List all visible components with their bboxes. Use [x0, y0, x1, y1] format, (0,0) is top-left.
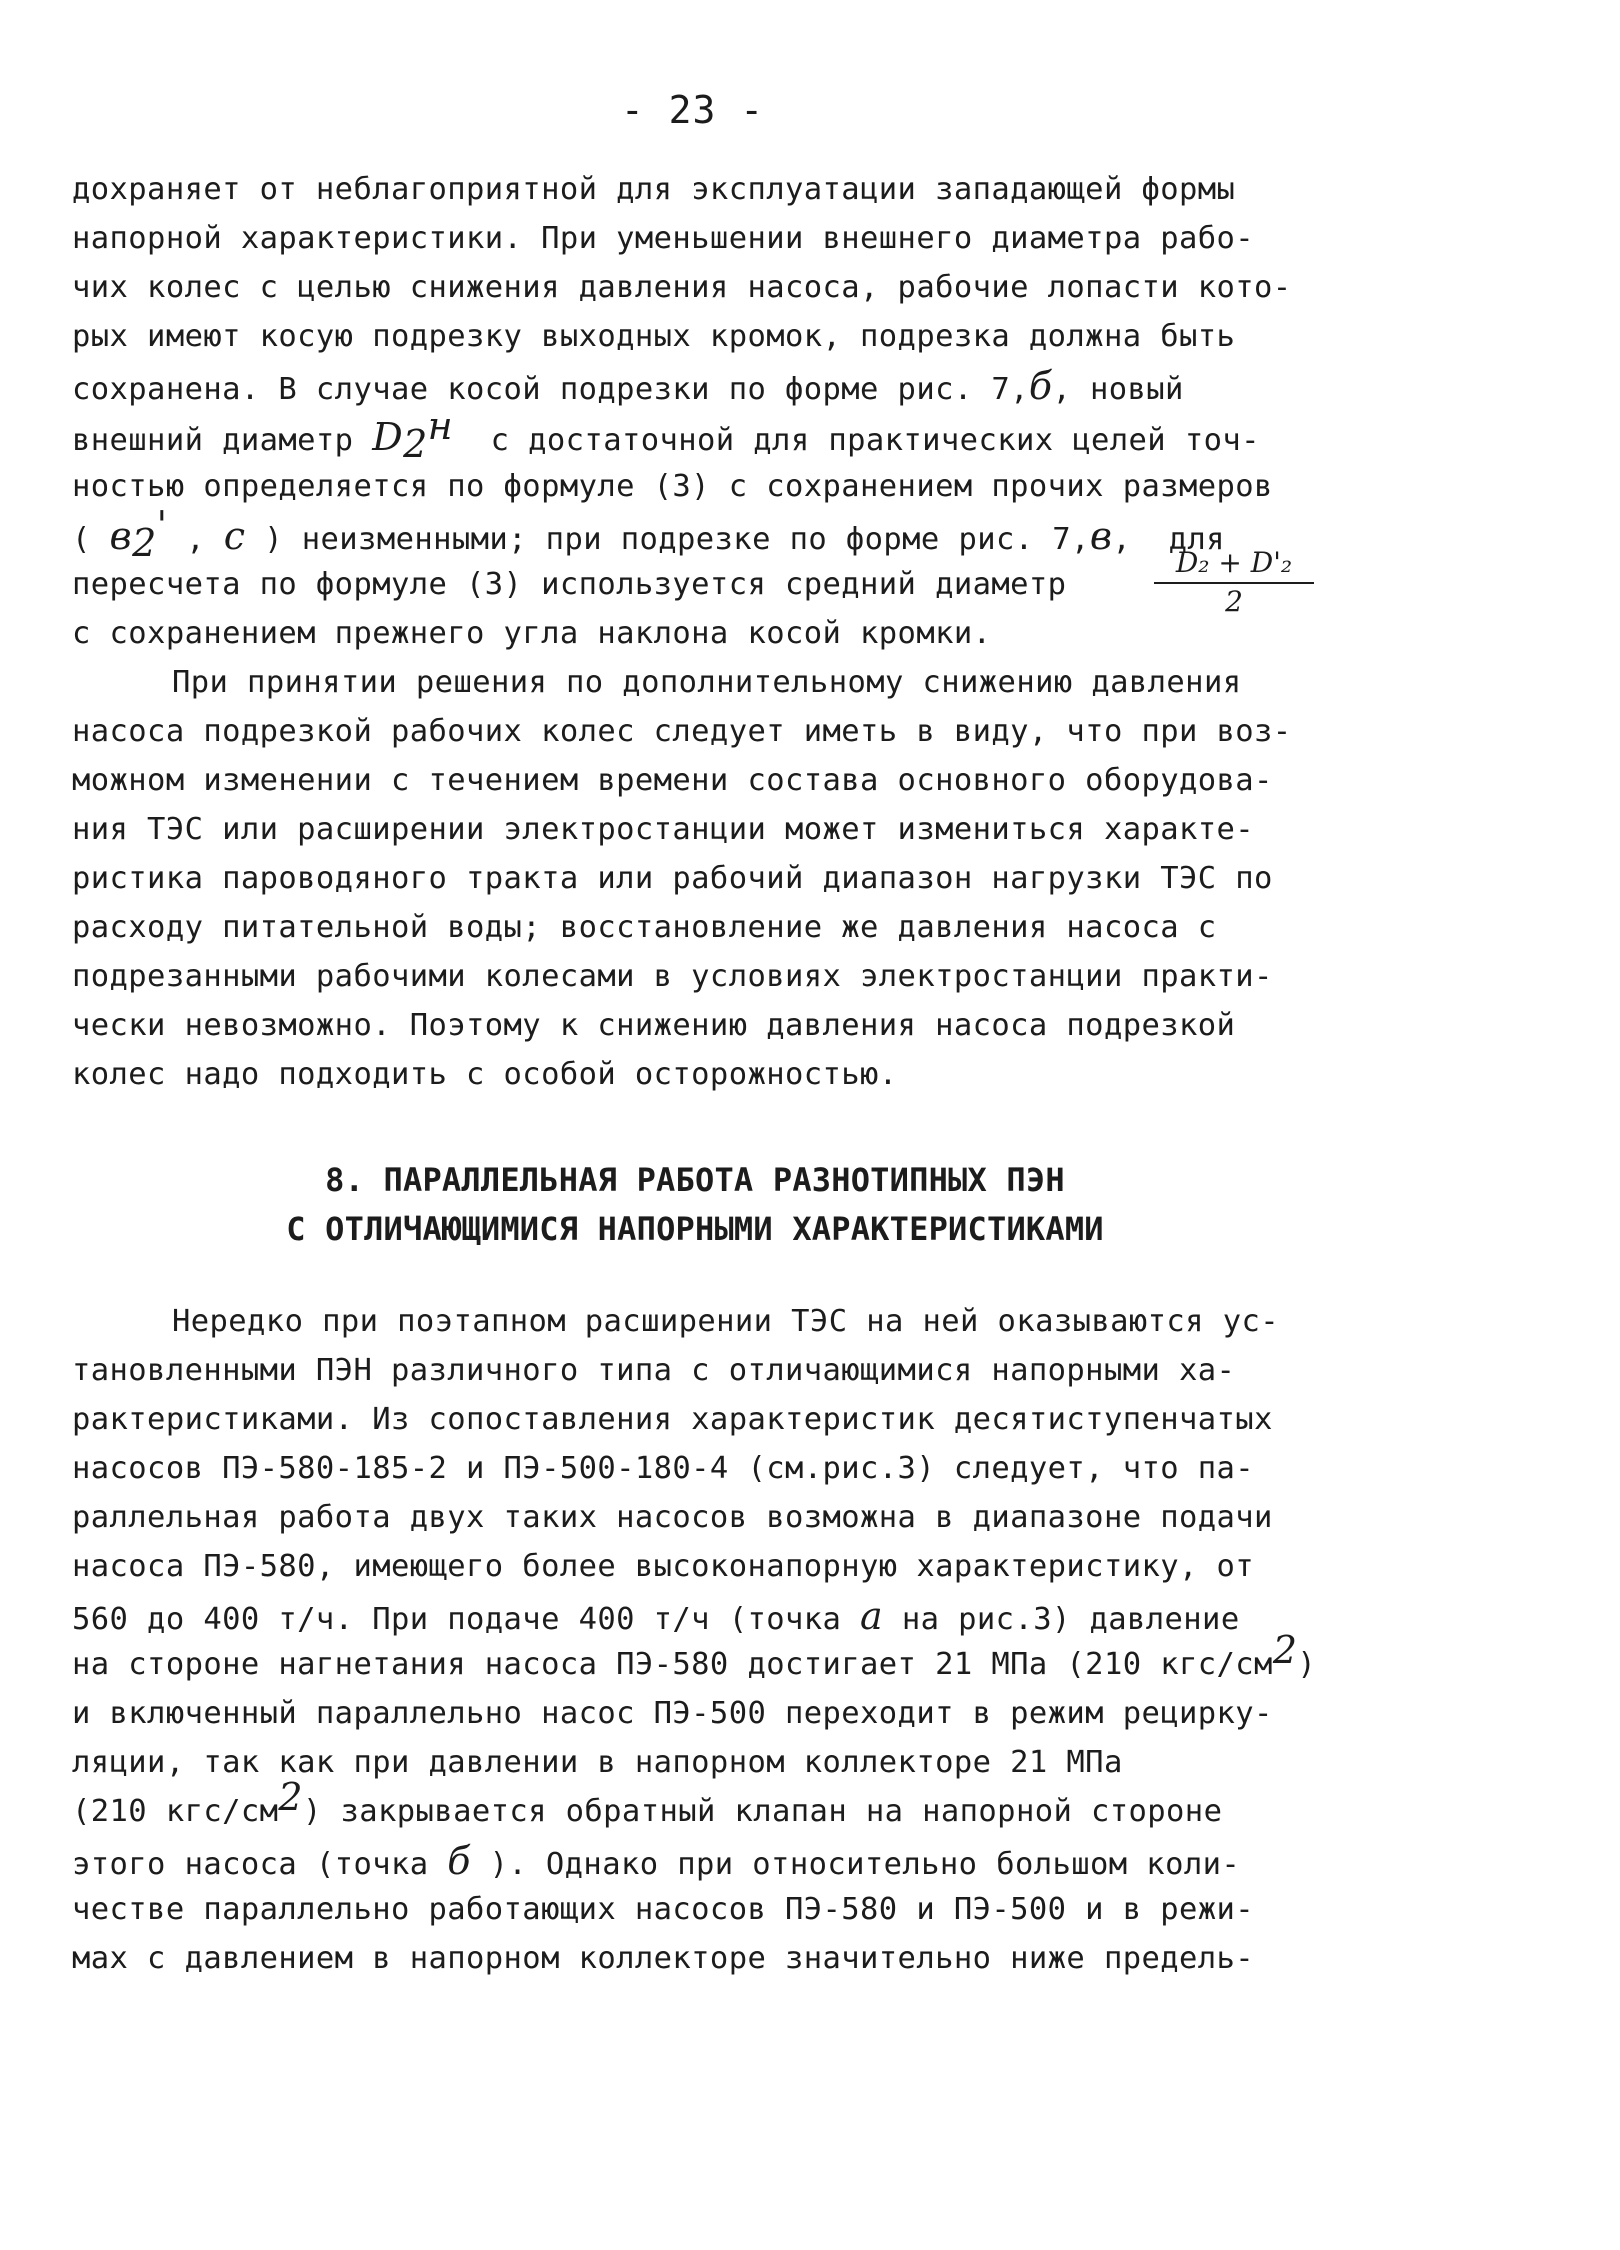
math-symbol: D — [372, 415, 404, 459]
paragraph-line: можном изменении с течением времени состава основного оборудова- — [72, 763, 1273, 798]
paragraph-line — [72, 403, 1260, 467]
paragraph-line: рактеристиками. Из сопоставления характеристик десятиступенчатых — [72, 1402, 1273, 1437]
fraction-numerator: D₂ + D'₂ — [1154, 546, 1314, 584]
text-span: , новый — [1052, 372, 1184, 407]
paragraph-line: ристика пароводяного тракта или рабочий диапазон нагрузки ТЭС по — [72, 861, 1273, 896]
point-letter: а — [860, 1594, 884, 1638]
text-span: этого насоса (точка — [72, 1847, 448, 1882]
text-span: на стороне нагнетания насоса ПЭ-580 достигает 21 МПа (210 кгс/см — [72, 1647, 1273, 1682]
figure-letter: в — [1089, 514, 1113, 558]
paragraph-line: чих колес с целью снижения давления насоса, рабочие лопасти кото- — [72, 270, 1292, 305]
paragraph-line — [72, 1627, 1317, 1689]
section-heading: 8. ПАРАЛЛЕЛЬНАЯ РАБОТА РАЗНОТИПНЫХ ПЭН — [325, 1161, 1065, 1199]
paragraph-line: рых имеют косую подрезку выходных кромок, подрезка должна быть — [72, 319, 1236, 354]
math-symbol: с — [223, 514, 246, 558]
paragraph-line: подрезанными рабочими колесами в условиях электростанции практи- — [72, 959, 1273, 994]
paragraph-line — [72, 502, 1225, 566]
paragraph-line: ния ТЭС или расширении электростанции может измениться характе- — [72, 812, 1255, 847]
paragraph-line: При принятии решения по дополнительному снижению давления — [172, 665, 1242, 700]
paragraph-line: и включенный параллельно насос ПЭ-500 переходит в режим рециркy- — [72, 1696, 1273, 1731]
paragraph-line: чески невозможно. Поэтому к снижению давления насоса подрезкой — [72, 1008, 1236, 1043]
text-span: ) закрывается обратный клапан на напорной стороне — [302, 1794, 1223, 1829]
paragraph-line — [72, 362, 1184, 414]
text-span: 560 до 400 т/ч. При подаче 400 т/ч (точка — [72, 1602, 861, 1637]
math-superscript: 2 — [278, 1774, 303, 1819]
paragraph-line: тановленными ПЭН различного типа с отличающимися напорными ха- — [72, 1353, 1236, 1388]
text-span: ( — [72, 522, 110, 557]
paragraph-line: ляции, так как при давлении в напорном коллекторе 21 МПа — [72, 1745, 1123, 1780]
paragraph-line: мах с давлением в напорном коллекторе значительно ниже предель- — [72, 1941, 1255, 1976]
paragraph-line: дохраняет от неблагоприятной для эксплуатации западающей формы — [72, 172, 1236, 207]
text-span: с достаточной для практических целей точ- — [453, 423, 1260, 458]
paragraph-line: ностью определяется по формуле (3) с сохранением прочих размеров — [72, 469, 1273, 504]
text-span: сохранена. В случае косой подрезки по форме рис. 7, — [72, 372, 1029, 407]
paragraph-line: с сохранением прежнего угла наклона косой кромки. — [72, 616, 992, 651]
text-span: на рис.3) давление — [883, 1602, 1240, 1637]
paragraph-line: напорной характеристики. При уменьшении внешнего диаметра рабо- — [72, 221, 1255, 256]
section-heading: С ОТЛИЧАЮЩИМИСЯ НАПОРНЫМИ ХАРАКТЕРИСТИКАМИ — [286, 1210, 1104, 1248]
fraction-formula — [1154, 546, 1314, 620]
math-superscript: ' — [156, 502, 168, 547]
point-letter: б — [447, 1839, 471, 1883]
text-span: ). Однако при относительно большом коли- — [470, 1847, 1241, 1882]
paragraph-line: насосов ПЭ-580-185-2 и ПЭ-500-180-4 (см.рис.3) следует, что па- — [72, 1451, 1255, 1486]
paragraph-line — [72, 1774, 1223, 1836]
text-span: ) неизменными; при подрезке по форме рис. 7, — [245, 522, 1090, 557]
text-span: ) — [1297, 1647, 1317, 1682]
fraction-denominator: 2 — [1225, 585, 1243, 618]
text-span: , для — [1112, 522, 1225, 557]
text-span: (210 кгс/см — [72, 1794, 279, 1829]
text-span: , — [167, 522, 224, 557]
math-symbol: в — [109, 514, 133, 558]
paragraph-line: расходу питательной воды; восстановление же давления насоса с — [72, 910, 1217, 945]
paragraph-line — [72, 1837, 1240, 1889]
paragraph-line: пересчета по формуле (3) используется средний диаметр — [72, 567, 1067, 602]
page-number: - 23 - — [620, 88, 765, 132]
paragraph-line: насоса подрезкой рабочих колес следует иметь в виду, что при воз- — [72, 714, 1292, 749]
paragraph-line: Нередко при поэтапном расширении ТЭС на ней оказываются ус- — [172, 1304, 1279, 1339]
paragraph-line: раллельная работа двух таких насосов возможна в диапазоне подачи — [72, 1500, 1273, 1535]
figure-letter: б — [1028, 364, 1053, 408]
paragraph-line: честве параллельно работающих насосов ПЭ-580 и ПЭ-500 и в режи- — [72, 1892, 1255, 1927]
math-subscript: 2 — [403, 422, 428, 467]
paragraph-line: насоса ПЭ-580, имеющего более высоконапорную характеристику, от — [72, 1549, 1255, 1584]
math-superscript: н — [427, 403, 454, 448]
paragraph-line: колес надо подходить с особой осторожностью. — [72, 1057, 898, 1092]
math-subscript: 2 — [132, 521, 157, 566]
paragraph-line — [72, 1592, 1240, 1644]
math-superscript: 2 — [1272, 1627, 1298, 1672]
text-span: внешний диаметр — [72, 423, 373, 458]
